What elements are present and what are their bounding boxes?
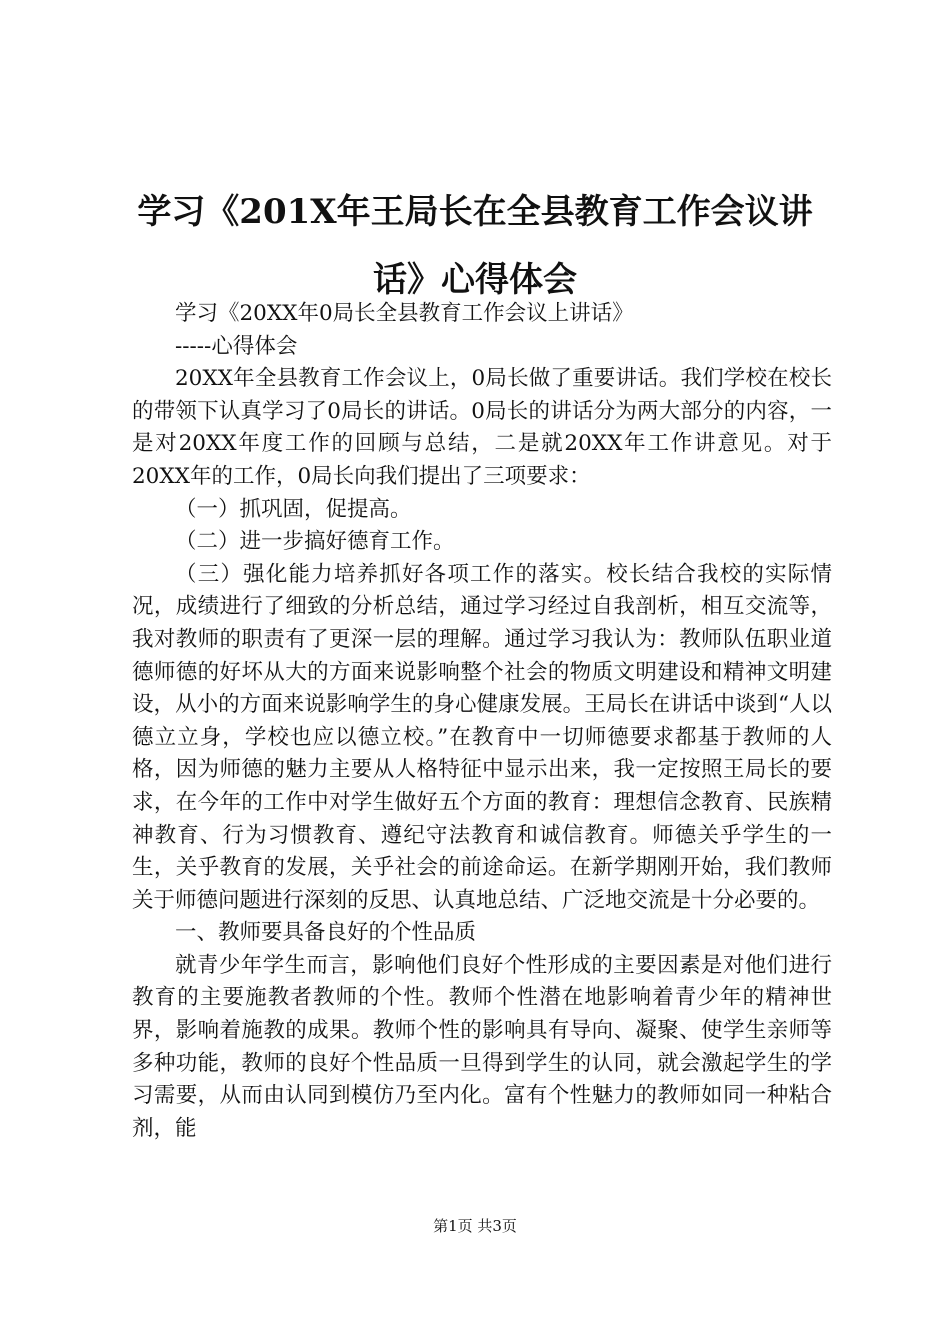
document-title: 学习《201X年王局长在全县教育工作会议讲话》心得体会 xyxy=(137,192,813,300)
page-footer: 第1页 共3页 xyxy=(433,1217,517,1235)
list-item: （三）强化能力培养抓好各项工作的落实。校长结合我校的实际情况，成绩进行了细致的分析总结，通过学习经过自我剖析，相互交流等，我对教师的职责有了更深一层的理解。通过学习我认为：教师队伍职业道德师德的好坏从大的方面来说影响整个社会的物质文明建设和精神文明建设，从小的方面来说影响学生的身心健康发展。王局长在讲话中谈到“人以德立立身，学校也应以德立校。”在教育中一切师德要求都基于教师的人格，因为师德的魅力主要从人格特征中显示出来，我一定按照王局长的要求，在今年的工作中对学生做好五个方面的教育：理想信念教育、民族精神教育、行为习惯教育、遵纪守法教育和诚信教育。师德关乎学生的一生，关乎教育的发展，关乎社会的前途命运。在新学期刚开始，我们教师关于师德问题进行深刻的反思、认真地总结、广泛地交流是十分必要的。 xyxy=(132,561,832,913)
paragraph: 20XX年全县教育工作会议上，0局长做了重要讲话。我们学校在校长的带领下认真学习了0局长的讲话。0局长的讲话分为两大部分的内容，一是对20XX年度工作的回顾与总结，二是就20XX年工作讲意见。对于20XX年的工作，0局长向我们提出了三项要求： xyxy=(132,366,832,489)
paragraph: 就青少年学生而言，影响他们良好个性形成的主要因素是对他们进行教育的主要施教者教师的个性。教师个性潜在地影响着青少年的精神世界，影响着施教的成果。教师个性的影响具有导向、凝聚、使学生亲师等多种功能，教师的良好个性品质一旦得到学生的认同，就会激起学生的学习需要，从而由认同到模仿乃至内化。富有个性魅力的教师如同一种粘合剂，能 xyxy=(132,952,832,1141)
subtitle-line: 学习《20XX年0局长全县教育工作会议上讲话》 xyxy=(175,301,634,326)
subtitle-suffix: -----心得体会 xyxy=(175,333,298,359)
list-item: （二）进一步搞好德育工作。 xyxy=(175,529,455,555)
section-heading: 一、教师要具备良好的个性品质 xyxy=(175,920,477,946)
document-body xyxy=(132,298,832,1145)
list-item: （一）抓巩固，促提高。 xyxy=(175,496,412,522)
